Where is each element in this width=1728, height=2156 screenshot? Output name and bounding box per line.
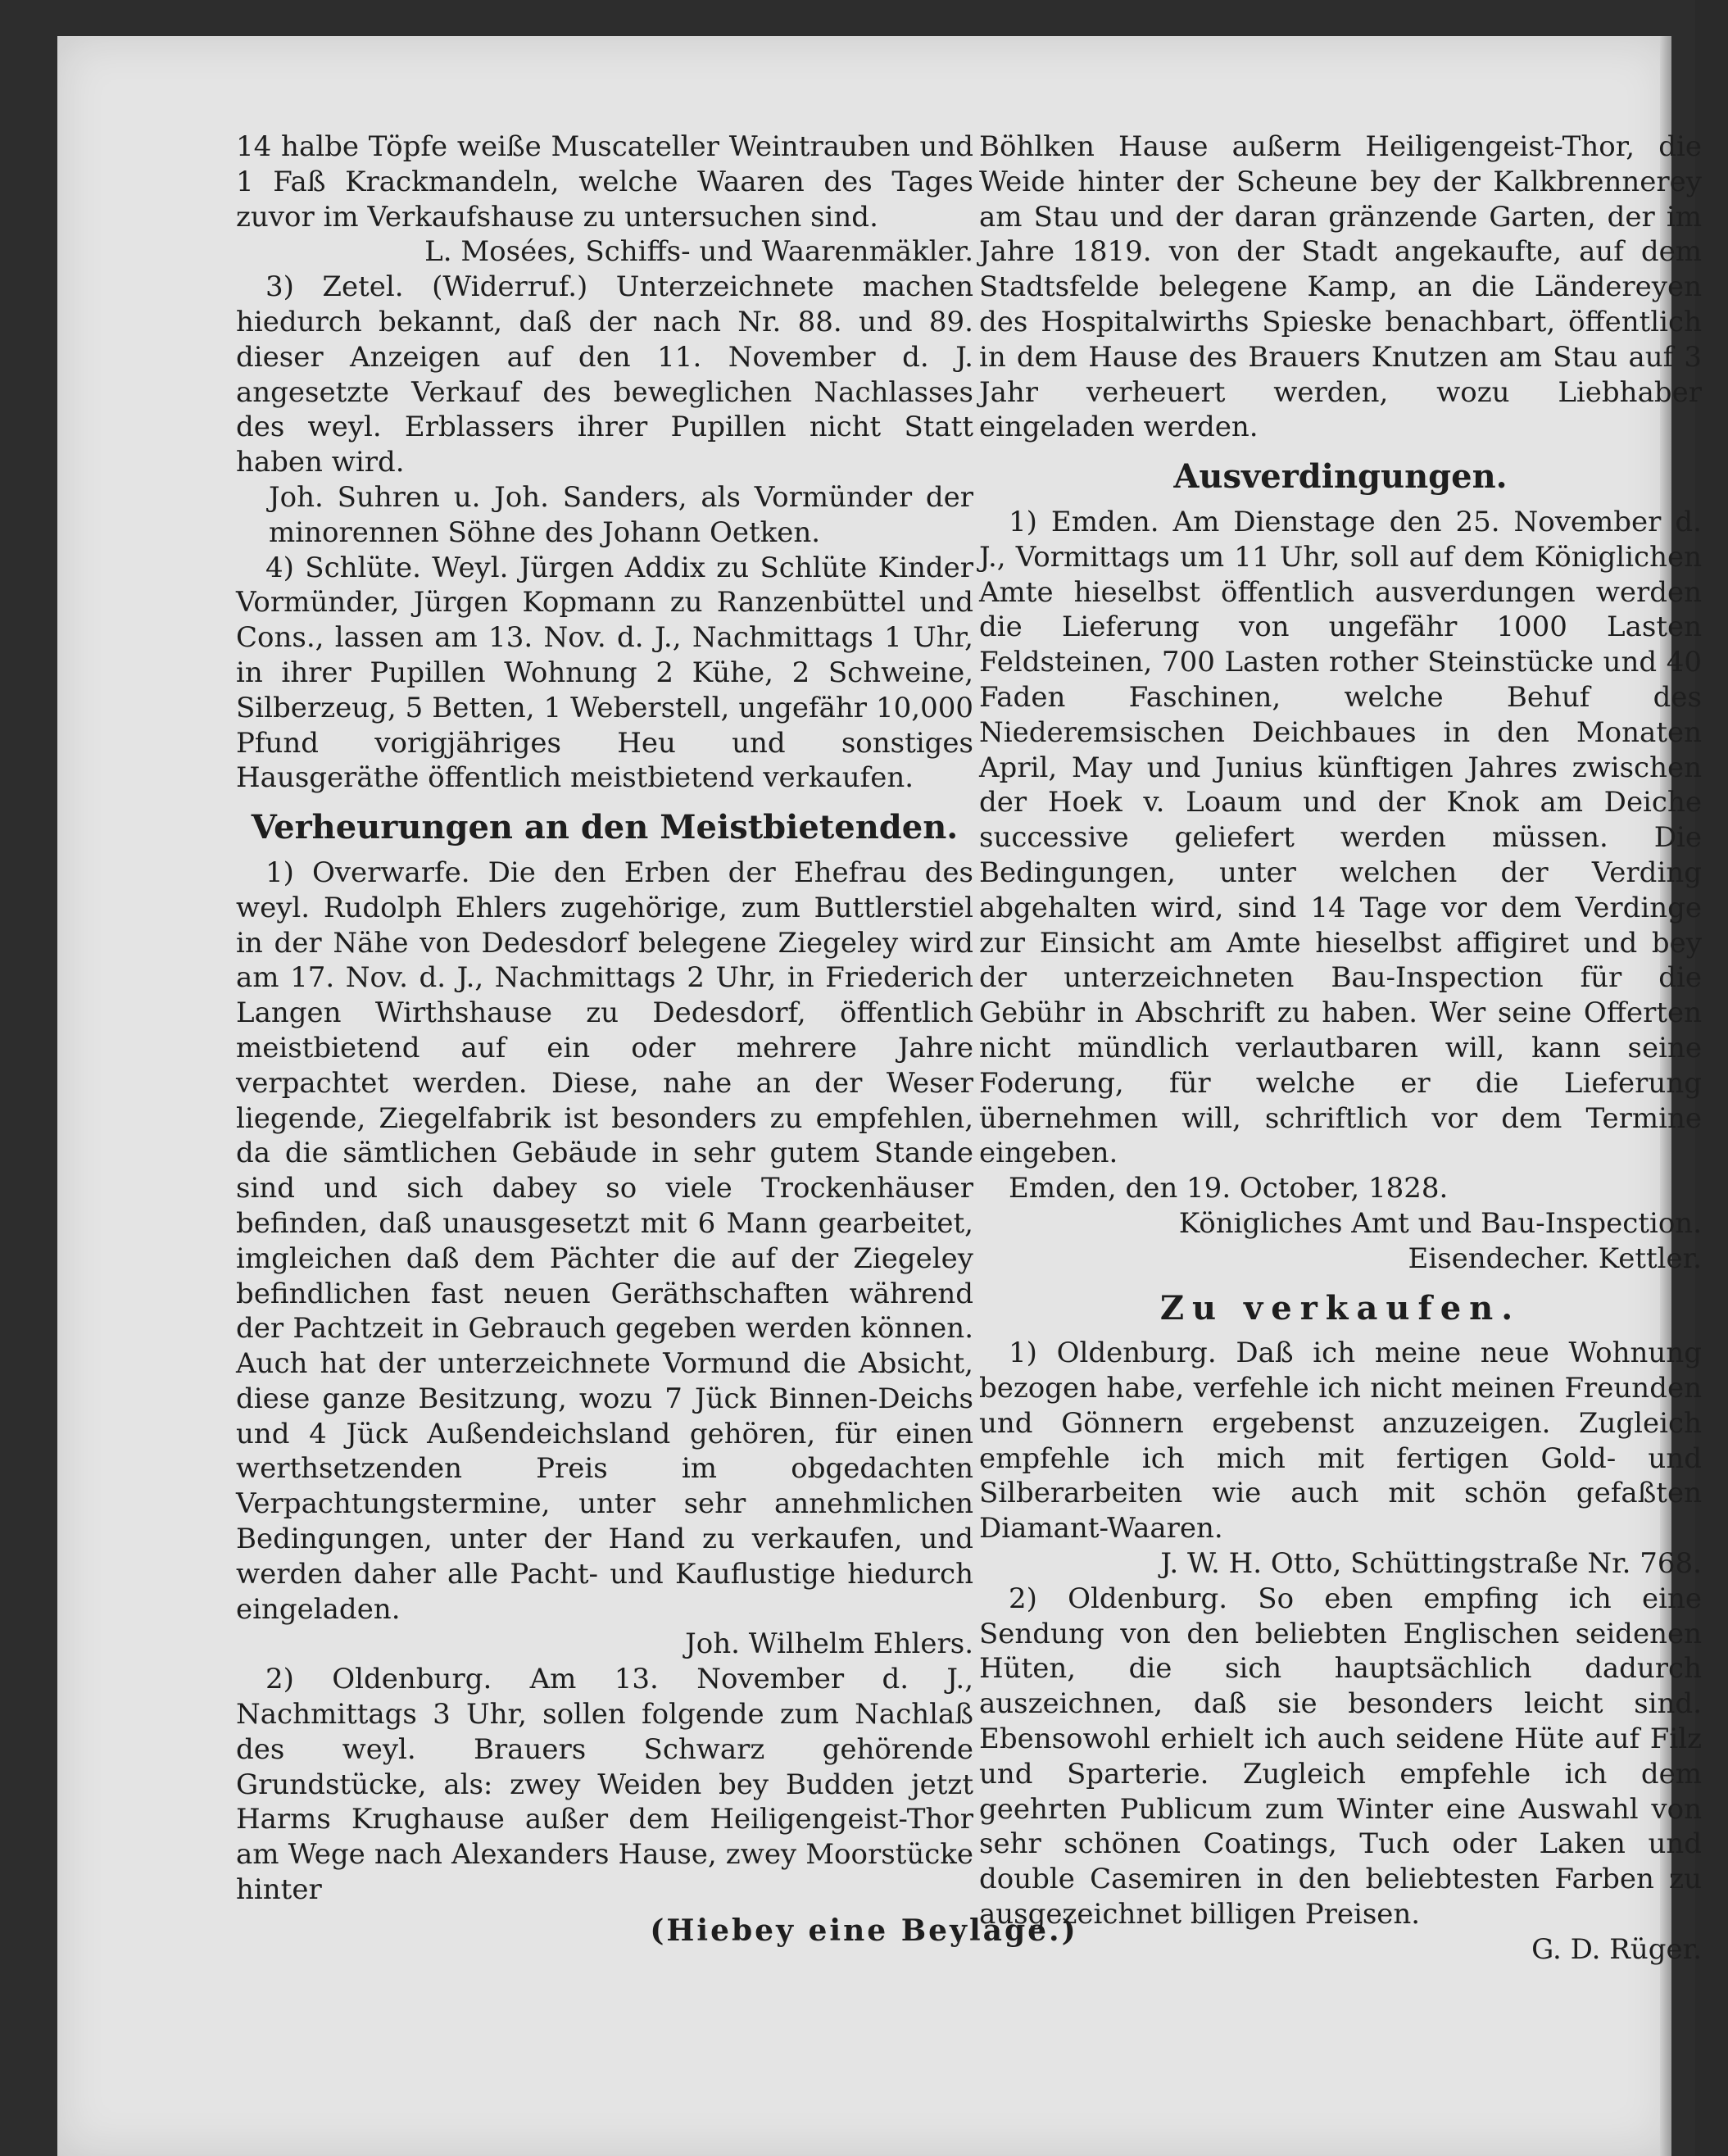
notice-raisins-signature: L. Mosées, Schiffs- und Waarenmäkler. (424, 235, 973, 269)
section-heading-zu-verkaufen: Zu verkaufen. (1159, 1288, 1522, 1328)
notice-emden-signature-office: Königliches Amt und Bau-Inspection. (1178, 1206, 1702, 1240)
notice-otto: 1) Oldenburg. Daß ich meine neue Wohnung bezogen habe, verfehle ich nicht meinen Freunden und Gönnern ergebenst anzuzeigen. Zugleich empfehle ich mich mit fertigen Gold- und Silberarbeiten wie auch mit schön gefaßten Diamant-Waaren. (979, 1337, 1702, 1546)
notice-zetel-signature: Joh. Suhren u. Joh. Sanders, als Vormünder der minorennen Söhne des Johann Oetken. (269, 480, 973, 549)
section-heading-ausverdingungen: Ausverdingungen. (1173, 457, 1508, 497)
right-column (979, 129, 1702, 1968)
notice-oldenburg-auction: 2) Oldenburg. Am 13. November d. J., Nachmittags 3 Uhr, sollen folgende zum Nachlaß des weyl. Brauers Schwarz gehörende Grundstücke, als: zwey Weiden bey Budden jetzt Harms Krughause außer dem Heiligengeist-Thor am Wege nach Alexanders Hause, zwey Moorstücke hinter (236, 1663, 973, 1907)
notice-schluete: 4) Schlüte. Weyl. Jürgen Addix zu Schlüte Kinder Vormünder, Jürgen Kopmann zu Ranzenbüttel und Cons., lassen am 13. Nov. d. J., Nachmittags 1 Uhr, in ihrer Pupillen Wohnung 2 Kühe, 2 Schweine, Silberzeug, 5 Betten, 1 Weberstell, ungefähr 10,000 Pfund vorigjähriges Heu und sonstiges Hausgeräthe öffentlich meistbietend verkaufen. (236, 551, 973, 795)
page-footer: (Hiebey eine Beylage.) (650, 1913, 1078, 1948)
section-heading-verheurungen: Verheurungen an den Meistbietenden. (251, 808, 959, 847)
notice-otto-signature: J. W. H. Otto, Schüttingstraße Nr. 768. (1160, 1547, 1702, 1581)
notice-emden: 1) Emden. Am Dienstage den 25. November d. J., Vormittags um 11 Uhr, soll auf dem Königlichen Amte hieselbst öffentlich ausverdungen werden die Lieferung von ungefähr 1000 Lasten Feldsteinen, 700 Lasten rother Steinstücke und 40 Faden Faschinen, welche Behuf des Niederemsischen Deichbaues in den Monaten April, May und Junius künftigen Jahres zwischen der Hoek v. Loaum und der Knok am Deiche successive geliefert werden müssen. Die Bedingungen, unter welchen der Verding abgehalten wird, sind 14 Tage vor dem Verdinge zur Einsicht am Amte hieselbst affigiret und bey der unterzeichneten Bau-Inspection für die Gebühr in Abschrift zu haben. Wer seine Offerten nicht mündlich verlautbaren will, kann seine Foderung, für welche er die Lieferung übernehmen will, schriftlich vor dem Termine eingeben. (979, 505, 1702, 1170)
notice-overwarfe: 1) Overwarfe. Die den Erben der Ehefrau des weyl. Rudolph Ehlers zugehörige, zum Buttlerstiel in der Nähe von Dedesdorf belegene Ziegeley wird am 17. Nov. d. J., Nachmittags 2 Uhr, in Friederich Langen Wirthshause zu Dedesdorf, öffentlich meistbietend auf ein oder mehrere Jahre verpachtet werden. Diese, nahe an der Weser liegende, Ziegelfabrik ist besonders zu empfehlen, da die sämtlichen Gebäude in sehr gutem Stande sind und sich dabey so viele Trockenhäuser befinden, daß unausgesetzt mit 6 Mann gearbeitet, imgleichen daß dem Pächter die auf der Ziegeley befindlichen fast neuen Geräthschaften während der Pachtzeit in Gebrauch gegeben werden können. Auch hat der unterzeichnete Vormund die Absicht, diese ganze Besitzung, wozu 7 Jück Binnen-Deichs und 4 Jück Außendeichsland gehören, für einen werthsetzenden Preis im obgedachten Verpachtungstermine, unter sehr annehmlichen Bedingungen, unter der Hand zu verkaufen, und werden daher alle Pacht- und Kauflustige hiedurch eingeladen. (236, 856, 973, 1626)
notice-emden-signature-names: Eisendecher. Kettler. (1408, 1241, 1702, 1275)
left-column (236, 129, 973, 1908)
notice-overwarfe-signature: Joh. Wilhelm Ehlers. (685, 1627, 973, 1661)
notice-raisins: 14 halbe Töpfe weiße Muscateller Weintrauben und 1 Faß Krackmandeln, welche Waaren des Tages zuvor im Verkaufshause zu untersuchen sind. (236, 130, 973, 234)
notice-emden-date: Emden, den 19. October, 1828. (1009, 1172, 1449, 1205)
notice-rueger-signature: G. D. Rüger. (1531, 1932, 1702, 1966)
notice-rueger: 2) Oldenburg. So eben empfing ich eine Sendung von den beliebten Englischen seidenen Hüten, die sich hauptsächlich dadurch auszeichnen, daß sie besonders leicht sind. Ebensowohl erhielt ich auch seidene Hüte auf Filz und Sparterie. Zugleich empfehle ich dem geehrten Publicum zum Winter eine Auswahl von sehr schönen Coatings, Tuch oder Laken und double Casemiren in den beliebtesten Farben zu ausgezeichnet billigen Preisen. (979, 1582, 1702, 1931)
notice-zetel: 3) Zetel. (Widerruf.) Unterzeichnete machen hiedurch bekannt, daß der nach Nr. 88. und 89. dieser Anzeigen auf den 11. November d. J. angesetzte Verkauf des beweglichen Nachlasses des weyl. Erblassers ihrer Pupillen nicht Statt haben wird. (236, 270, 973, 479)
notice-oldenburg-auction-cont: Böhlken Hause außerm Heiligengeist-Thor, die Weide hinter der Scheune bey der Kalkbrennerey am Stau und der daran gränzende Garten, der im Jahre 1819. von der Stadt angekaufte, auf dem Stadtsfelde belegene Kamp, an die Ländereyen des Hospitalwirths Spieske benachbart, öffentlich in dem Hause des Brauers Knutzen am Stau auf 3 Jahr verheuert werden, wozu Liebhaber eingeladen werden. (979, 130, 1702, 444)
